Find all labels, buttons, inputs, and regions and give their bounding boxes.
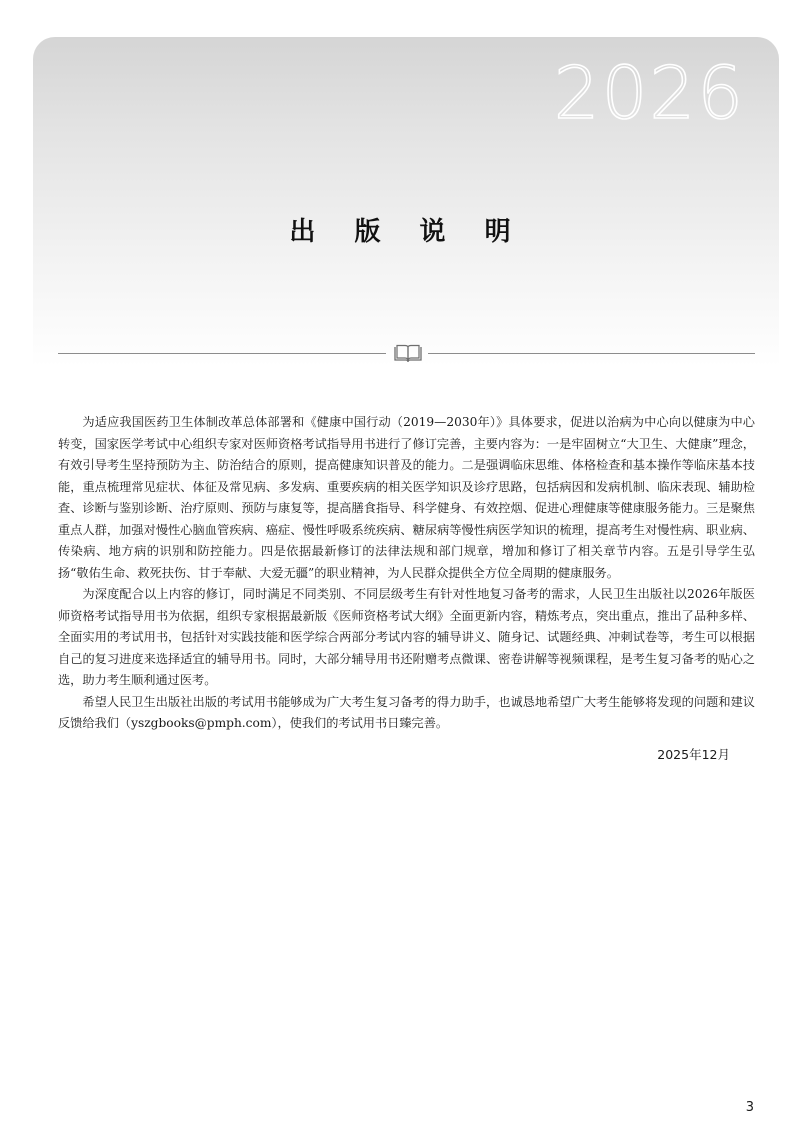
paragraph-1: 为适应我国医药卫生体制改革总体部署和《健康中国行动（2019—2030年）》具体要求，促进以治病为中心向以健康为中心转变，国家医学考试中心组织专家对医师资格考试指导用书进行了修订完善，主要内容为：一是牢固树立“大卫生、大健康”理念，有效引导考生坚持预防为主、防治结合的原则，提高健康知识普及的能力。二是强调临床思维、体格检查和基本操作等临床基本技能，重点梳理常见症状、体征及常见病、多发病、重要疾病的相关医学知识及诊疗思路，包括病因和发病机制、临床表现、辅助检查、诊断与鉴别诊断、治疗原则、预防与康复等，提高膳食指导、科学健身、有效控烟、促进心理健康等健康服务能力。三是聚焦重点人群，加强对慢性心脑血管疾病、癌症、慢性呼吸系统疾病、糖尿病等慢性病医学知识的梳理，提高考生对慢性病、职业病、传染病、地方病的识别和防控能力。四是依据最新修订的法律法规和部门规章，增加和修订了相关章节内容。五是引导学生弘扬“敬佑生命、救死扶伤、甘于奉献、大爱无疆”的职业精神，为人民群众提供全方位全周期的健康服务。: [58, 415, 755, 580]
body-text: [58, 412, 755, 735]
paragraph-3: 希望人民卫生出版社出版的考试用书能够成为广大考生复习备考的得力助手，也诚恳地希望广大考生能够将发现的问题和建议反馈给我们（yszgbooks@pmph.com），使我们的考试用书日臻完善。: [58, 694, 755, 730]
signature-date: 2025年12月: [657, 747, 730, 762]
divider-line-left: [58, 353, 386, 354]
divider-line-right: [428, 353, 755, 354]
header-year: 2026: [553, 51, 745, 135]
section-divider: [58, 343, 755, 363]
page-title: 出 版 说 明: [289, 217, 526, 247]
page-number: 3: [745, 1100, 754, 1115]
paragraph-2: 为深度配合以上内容的修订，同时满足不同类别、不同层级考生有针对性地复习备考的需求，人民卫生出版社以2026年版医师资格考试指导用书为依据，组织专家根据最新版《医师资格考试大纲》全面更新内容，精炼考点，突出重点，推出了品种多样、全面实用的考试用书，包括针对实践技能和医学综合两部分考试内容的辅导讲义、随身记、试题经典、冲刺试卷等，考生可以根据自己的复习进度来选择适宜的辅导用书。同时，大部分辅导用书还附赠考点微课、密卷讲解等视频课程，是考生复习备考的贴心之选，助力考生顺利通过医考。: [58, 587, 755, 687]
open-book-icon: [393, 343, 423, 363]
header-band: [33, 37, 779, 367]
